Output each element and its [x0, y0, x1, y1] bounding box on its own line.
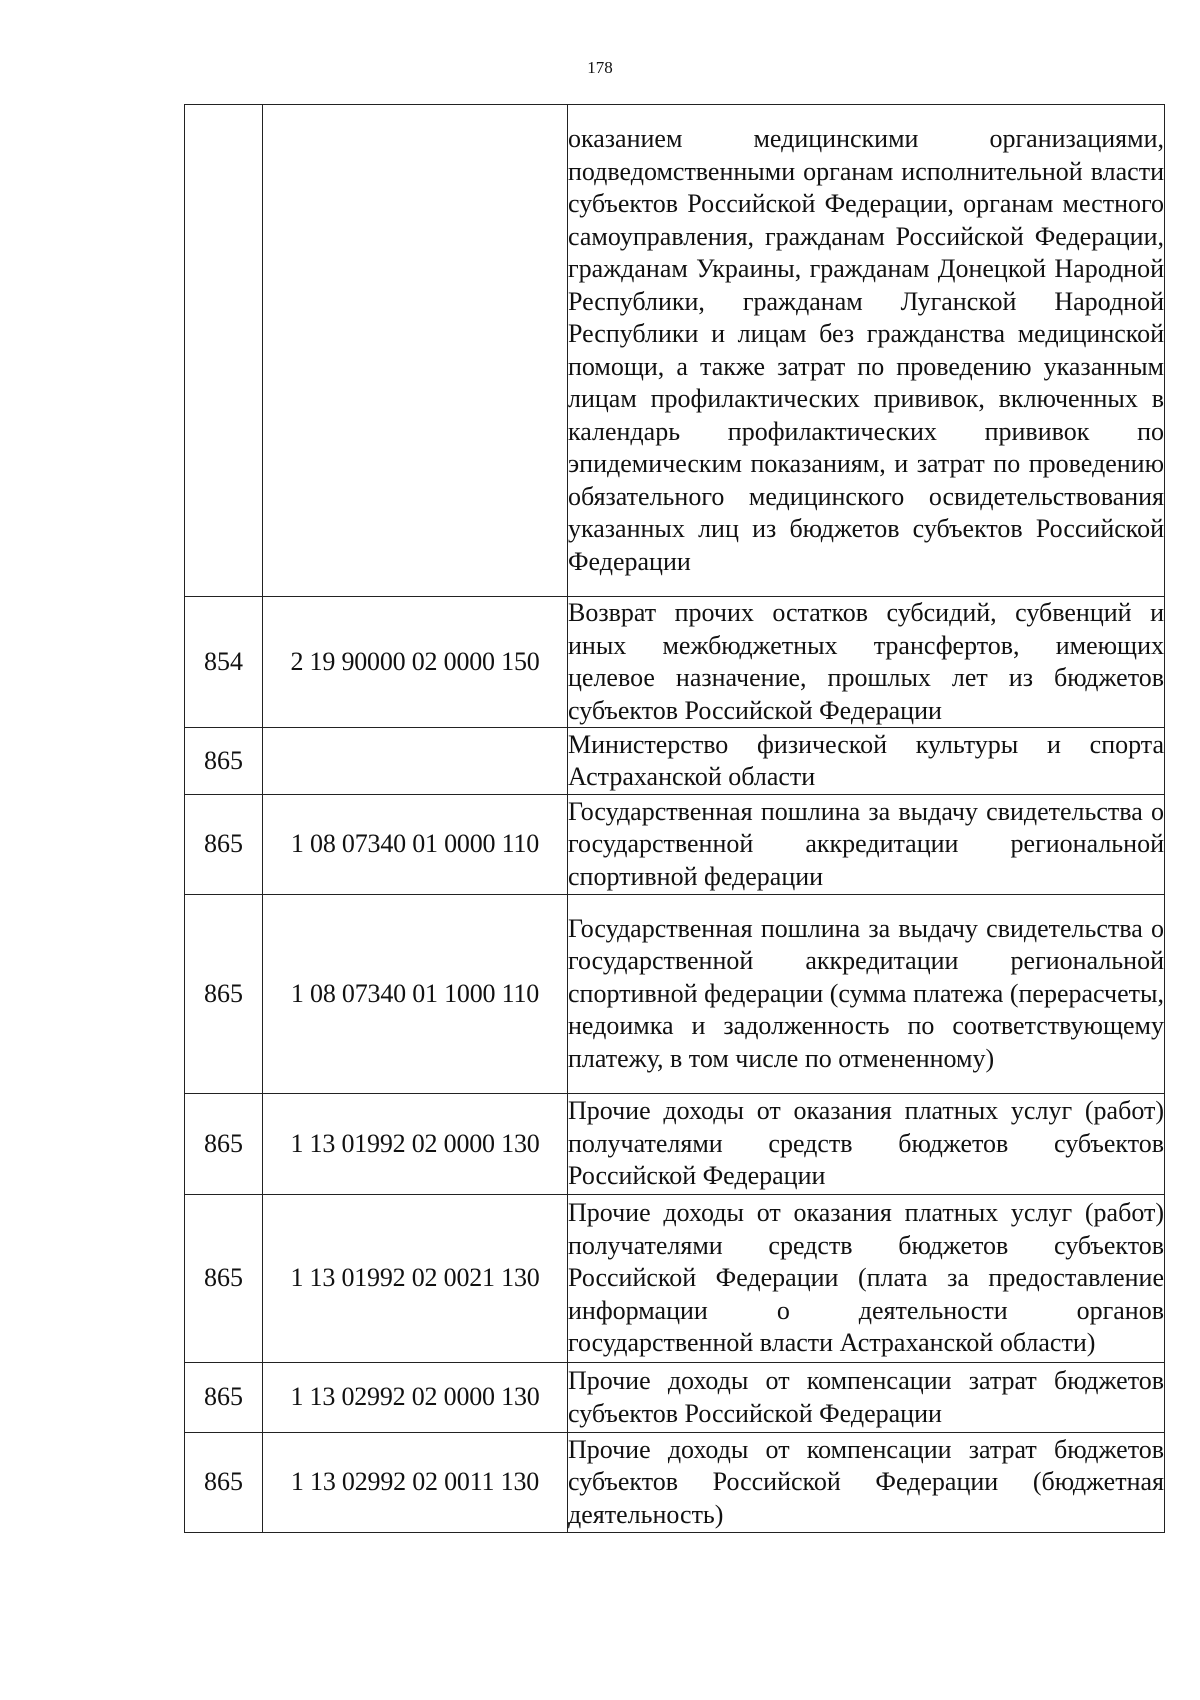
budget-code-cell: 1 08 07340 01 1000 110 [263, 895, 568, 1094]
admin-code-cell: 865 [185, 1195, 263, 1363]
budget-code-cell [263, 105, 568, 597]
page-number: 178 [587, 58, 613, 77]
budget-code-cell: 1 13 02992 02 0011 130 [263, 1433, 568, 1533]
admin-code-cell: 865 [185, 895, 263, 1094]
admin-code-cell: 865 [185, 728, 263, 795]
admin-code-cell: 865 [185, 1433, 263, 1533]
description-cell: Прочие доходы от компенсации затрат бюджетов субъектов Российской Федерации (бюджетная деятельность) [568, 1433, 1165, 1533]
budget-code-cell: 1 08 07340 01 0000 110 [263, 795, 568, 895]
admin-code-cell: 865 [185, 1363, 263, 1433]
description-cell: Прочие доходы от оказания платных услуг (работ) получателями средств бюджетов субъектов Российской Федерации [568, 1094, 1165, 1195]
budget-code-cell: 1 13 01992 02 0021 130 [263, 1195, 568, 1363]
table-row [185, 795, 1165, 895]
table-row [185, 1094, 1165, 1195]
description-cell: Прочие доходы от компенсации затрат бюджетов субъектов Российской Федерации [568, 1363, 1165, 1433]
table-row [185, 105, 1165, 597]
table-row [185, 597, 1165, 728]
description-cell: Министерство физической культуры и спорта Астраханской области [568, 728, 1165, 795]
budget-code-cell [263, 728, 568, 795]
description-cell: Прочие доходы от оказания платных услуг (работ) получателями средств бюджетов субъектов Российской Федерации (плата за предоставление информации о деятельности органов государственной власти Астраханской области) [568, 1195, 1165, 1363]
table-row [185, 1433, 1165, 1533]
table-row [185, 1195, 1165, 1363]
table-row [185, 728, 1165, 795]
description-cell: оказанием медицинскими организациями, подведомственными органам исполнительной власти субъектов Российской Федерации, органам местного самоуправления, гражданам Российской Федерации, гражданам Украины, гражданам Донецкой Народной Республики, гражданам Луганской Народной Республики и лицам без гражданства медицинской помощи, а также затрат по проведению указанным лицам профилактических прививок, включенных в календарь профилактических прививок по эпидемическим показаниям, и затрат по проведению обязательного медицинского освидетельствования указанных лиц из бюджетов субъектов Российской Федерации [568, 105, 1165, 597]
description-cell: Государственная пошлина за выдачу свидетельства о государственной аккредитации региональной спортивной федерации [568, 795, 1165, 895]
table-row [185, 1363, 1165, 1433]
description-cell: Возврат прочих остатков субсидий, субвенций и иных межбюджетных трансфертов, имеющих целевое назначение, прошлых лет из бюджетов субъектов Российской Федерации [568, 597, 1165, 728]
admin-code-cell [185, 105, 263, 597]
admin-code-cell: 865 [185, 1094, 263, 1195]
admin-code-cell: 854 [185, 597, 263, 728]
table-row [185, 895, 1165, 1094]
description-cell: Государственная пошлина за выдачу свидетельства о государственной аккредитации региональной спортивной федерации (сумма платежа (перерасчеты, недоимка и задолженность по соответствующему платежу, в том числе по отмененному) [568, 895, 1165, 1094]
revenue-codes-table [184, 104, 1165, 1533]
budget-code-cell: 1 13 01992 02 0000 130 [263, 1094, 568, 1195]
budget-code-cell: 2 19 90000 02 0000 150 [263, 597, 568, 728]
admin-code-cell: 865 [185, 795, 263, 895]
budget-code-cell: 1 13 02992 02 0000 130 [263, 1363, 568, 1433]
